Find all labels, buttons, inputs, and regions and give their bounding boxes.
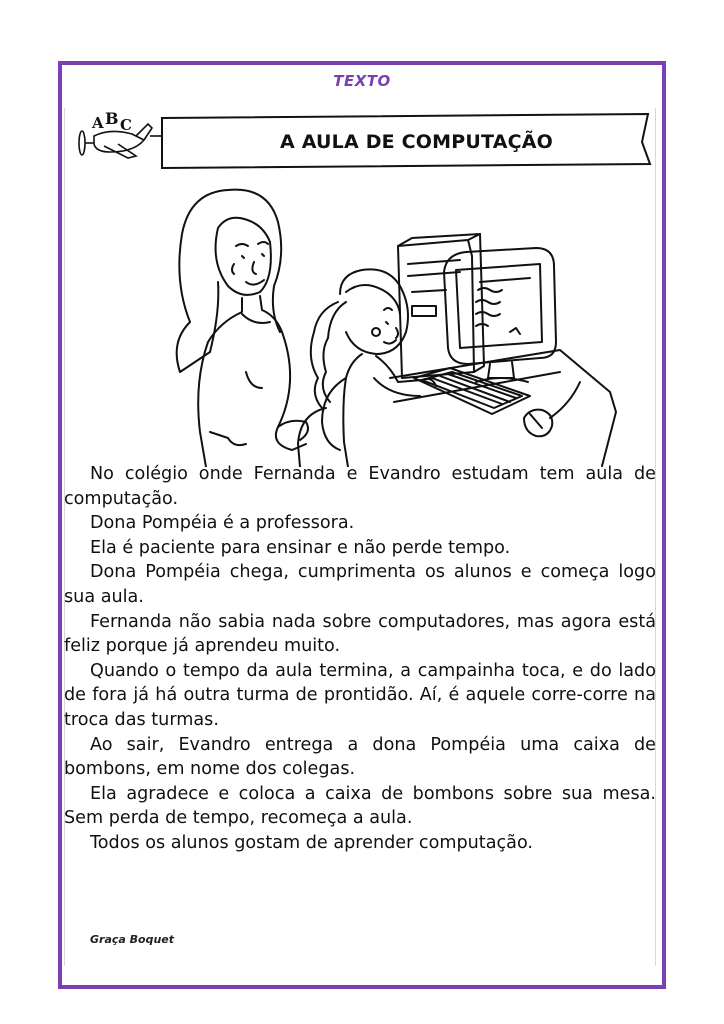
svg-text:B: B: [105, 109, 119, 128]
paragraph: Quando o tempo da aula termina, a campainha toca, e do lado de fora já há outra turma de prontidão. Aí, é aquele corre-corre na troca das turmas.: [64, 660, 656, 730]
page-title: A AULA DE COMPUTAÇÃO: [280, 131, 554, 153]
teacher-and-girl-at-computer: [150, 182, 620, 467]
abc-airplane-icon: [79, 109, 162, 158]
paragraph: Ela agradece e coloca a caixa de bombons sobre sua mesa. Sem perda de tempo, recomeça a aula.: [64, 783, 656, 829]
paragraph: No colégio onde Fernanda e Evandro estudam tem aula de computação.: [64, 464, 656, 509]
paragraph: Todos os alunos gostam de aprender computação.: [90, 832, 533, 853]
author-credit: Graça Boquet: [90, 933, 175, 946]
svg-text:A: A: [92, 114, 104, 132]
paragraph: Dona Pompéia é a professora.: [90, 513, 355, 534]
story-text: [64, 462, 656, 856]
worksheet-label: TEXTO: [333, 72, 391, 90]
paragraph: Dona Pompéia chega, cumprimenta os alunos e começa logo sua aula.: [64, 562, 656, 607]
svg-text:C: C: [120, 116, 132, 134]
paragraph: Ao sair, Evandro entrega a dona Pompéia uma caixa de bombons, em nome dos colegas.: [64, 734, 656, 780]
paragraph: Fernanda não sabia nada sobre computadores, mas agora está feliz porque já aprendeu muito.: [64, 611, 656, 657]
paragraph: Ela é paciente para ensinar e não perde tempo.: [90, 537, 511, 558]
